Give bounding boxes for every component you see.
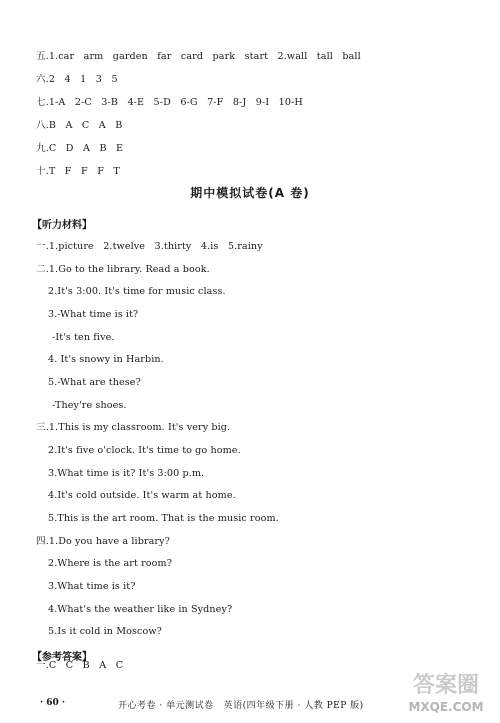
listening-line: -It's ten five. — [52, 332, 115, 343]
answer-line-7: 七.1-A 2-C 3-B 4-E 5-D 6-G 7-F 8-J 9-I 10-H — [36, 97, 303, 108]
listening-line: 5.Is it cold in Moscow? — [48, 626, 162, 637]
listening-line: 4.It's cold outside. It's warm at home. — [48, 490, 236, 501]
answer-line-9: 九.C D A B E — [36, 143, 124, 154]
answer-line-10: 十.T F F F T — [36, 166, 120, 177]
listening-line: 四.1.Do you have a library? — [36, 536, 170, 547]
listening-line: -They're shoes. — [52, 400, 127, 411]
listening-section-heading: 【听力材料】 — [32, 220, 92, 231]
listening-line: 2.It's five o'clock. It's time to go home. — [48, 445, 241, 456]
page-number: · 60 · — [40, 698, 66, 708]
listening-line: 一.1.picture 2.twelve 3.thirty 4.is 5.rainy — [36, 241, 263, 252]
watermark-logo — [400, 673, 492, 717]
answers-section-heading: 【参考答案】 — [32, 652, 92, 663]
listening-line: 3.-What time is it? — [48, 309, 139, 320]
listening-line: 4. It's snowy in Harbin. — [48, 354, 164, 365]
listening-line: 3.What time is it? — [48, 581, 136, 592]
footer-book-title: 开心考卷 · 单元测试卷 英语(四年级下册 · 人教 PEP 版) — [118, 701, 364, 711]
watermark-top-text: 答案圈 — [412, 673, 479, 698]
answer-line-1: 一.C C B A C — [36, 660, 124, 671]
listening-line: 5.-What are these? — [48, 377, 141, 388]
answer-line-8: 八.B A C A B — [36, 120, 123, 131]
answer-line-5: 五.1.car arm garden far card park start 2.wall tall ball — [36, 51, 361, 62]
listening-line: 2.Where is the art room? — [48, 558, 172, 569]
listening-line: 3.What time is it? It's 3:00 p.m. — [48, 468, 205, 479]
answer-line-6: 六.2 4 1 3 5 — [36, 74, 118, 85]
listening-line: 2.It's 3:00. It's time for music class. — [48, 286, 226, 297]
watermark-bottom-text: MXQE.COM — [408, 700, 484, 714]
listening-line: 4.What's the weather like in Sydney? — [48, 604, 233, 615]
listening-line: 二.1.Go to the library. Read a book. — [36, 264, 210, 275]
listening-line: 三.1.This is my classroom. It's very big. — [36, 422, 231, 433]
exam-title: 期中模拟试卷(A 卷) — [190, 186, 310, 200]
listening-line: 5.This is the art room. That is the music room. — [48, 513, 279, 524]
